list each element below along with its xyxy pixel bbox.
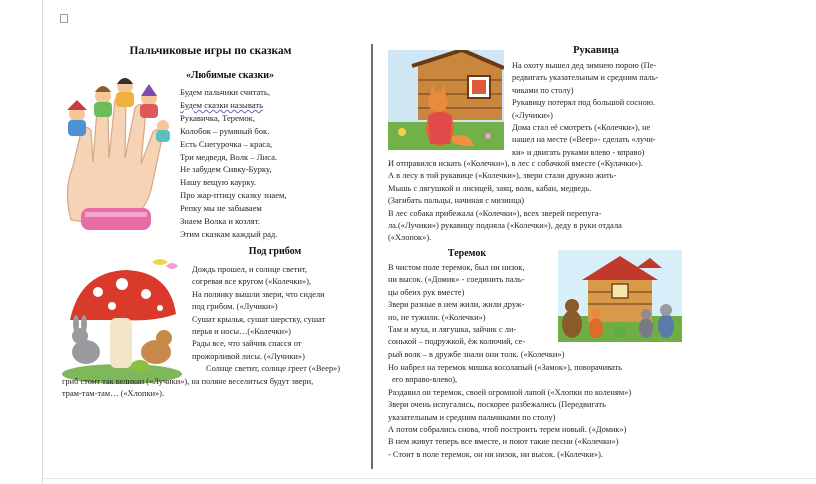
text-line: В лес собака прибежала («Колечки»), всех зверей перепуга-: [388, 208, 602, 218]
text-line: - Стоит в поле теремок, он ни низок, ни высок. («Колечки»).: [388, 449, 603, 459]
text-line: трам-там-там… («Хлопки»).: [62, 389, 165, 399]
text-line: Рады все, что зайчик спасся от: [192, 339, 302, 349]
text-line: цы обеих рук вместе): [388, 287, 465, 297]
verse-line: Репку мы не забываем: [180, 203, 262, 214]
text-line: согревая все кругом («Колечки»),: [192, 277, 312, 287]
text-line: сонькой – подружкой, ёж колючий, се-: [388, 337, 526, 347]
verse-line: Не забудем Сивку-Бурку,: [180, 164, 272, 175]
text-line: Но набрел на теремок мишка косолапый («Замок»), поворачивать: [388, 363, 622, 372]
verse-line: Колобок – румяный бок.: [180, 125, 270, 136]
page-left-edge: [42, 0, 43, 484]
verse-line: Будем сказки называть: [180, 99, 264, 110]
text-line: Звери очень испугались, поскорее разбежались (Передвигать: [388, 400, 606, 410]
text-line: редвигать указательным и средним паль-: [512, 73, 659, 83]
mitten-title: Рукавица: [573, 45, 619, 56]
verse-line: Этим сказкам каждый рад.: [180, 228, 278, 239]
mitten-full-text: [388, 158, 684, 245]
main-title: Пальчиковые игры по сказкам: [129, 45, 292, 57]
text-line: Там и муха, и лягушка, зайчик с ли-: [388, 325, 517, 335]
animals-under-mushroom-illustration: [60, 256, 184, 384]
poem2-title: Под грибом: [248, 246, 302, 257]
text-line: В нем живут теперь все вместе, и поют такие песни («Колечки»): [388, 437, 619, 447]
page-bottom-edge: [42, 478, 816, 479]
verse-line: Будем пальчики считать,: [180, 87, 270, 97]
text-line: И отправился искать («Колечки»), в лес с собачкой вместе («Кулачки»).: [388, 159, 643, 168]
text-line: (Загибать пальцы, начиная с мизинца): [388, 196, 525, 206]
text-line: Звери разные в нем жили, жили друж-: [388, 300, 525, 310]
verse-line: Про жар-птицу сказку знаем,: [180, 190, 287, 201]
text-line: его вправо-влево),: [392, 375, 458, 385]
text-line: указательным и средним пальчиками по столу): [388, 412, 556, 422]
page-corner-mark: [60, 14, 68, 23]
text-line: гриб стоит так великан («Лучики»), на поляне веселиться будут звери,: [62, 377, 314, 386]
fox-at-wooden-hut-illustration: [388, 50, 504, 150]
finger-puppets-hand-illustration: [53, 70, 173, 230]
verse-line: Три медведя, Волк – Лиса.: [180, 151, 278, 162]
column-divider: [371, 44, 373, 469]
text-line: Рукавицу потерял под большой сосною.: [512, 98, 656, 108]
verse-line: Есть Снегурочка – краса,: [180, 138, 273, 149]
text-line: Мышь с лягушкой и лисицей, заяц, волк, кабан, медведь.: [388, 183, 592, 193]
text-line: перья и носы…(«Колечки»): [192, 327, 291, 337]
text-line: рый волк – в дружбе знали они толк. («Колечки»): [388, 349, 565, 359]
text-line: чиками по столу): [512, 85, 574, 95]
text-line: но, не тужили. («Колечки»): [388, 312, 486, 322]
text-line: А потом собрались снова, чтоб построить терем новый. («Домик»): [388, 425, 627, 435]
poem2-tail-text: [62, 376, 362, 401]
poem2-side-text: [192, 264, 359, 376]
text-line: Сушат крылья, сушат шерстку, сушат: [192, 314, 326, 324]
verse-line: Рукавичка, Теремок,: [180, 112, 255, 123]
text-line: ла.(«Лучики») рукавицу подняла («Колечки»), деду в руки отдала: [388, 221, 622, 231]
text-line: («Лучики»): [512, 110, 553, 120]
text-line: Дома стал её смотреть («Колечки»), не: [512, 123, 651, 133]
text-line: В чистом поле теремок, был ни низок,: [388, 263, 525, 272]
text-line: На полянку вышли звери, что сидели: [192, 289, 325, 299]
text-line: ни высок. («Домик» - соединить паль-: [388, 275, 525, 285]
poem1-title: «Любимые сказки»: [185, 70, 274, 81]
text-line: («Хлопок»).: [388, 233, 432, 243]
verse-line: Знаем Волка и козлят.: [180, 216, 261, 227]
verse-line: Нашу вещую каурку.: [180, 177, 257, 188]
teremok-side-text: [388, 262, 565, 361]
text-line: нашел на месте («Веер»- сделать «лучи-: [512, 135, 656, 145]
text-line: На охоту вышел дед зимнею порою (Пе-: [512, 61, 657, 70]
text-line: под грибом. («Лучики»): [192, 302, 278, 312]
teremok-full-text: [388, 362, 684, 461]
poem1-verse: [180, 86, 287, 241]
teremok-title: Теремок: [447, 248, 487, 259]
text-line: Солнце светит, солнце греет («Веер»): [206, 364, 341, 374]
text-line: А в лесу в той рукавице («Колечки»), звери стали дружно жить-: [388, 171, 617, 181]
mitten-side-text: [512, 60, 682, 159]
teremok-house-animals-illustration: [558, 250, 682, 342]
text-line: прожорливой лисы. («Лучики»): [192, 351, 305, 361]
text-line: Раздавил он теремок, своей огромной лапой («Хлопки по коленям»): [388, 387, 632, 397]
text-line: Дождь прошел, и солнце светит,: [192, 265, 307, 274]
text-line: ки» и двигать руками влево - вправо): [512, 147, 645, 157]
